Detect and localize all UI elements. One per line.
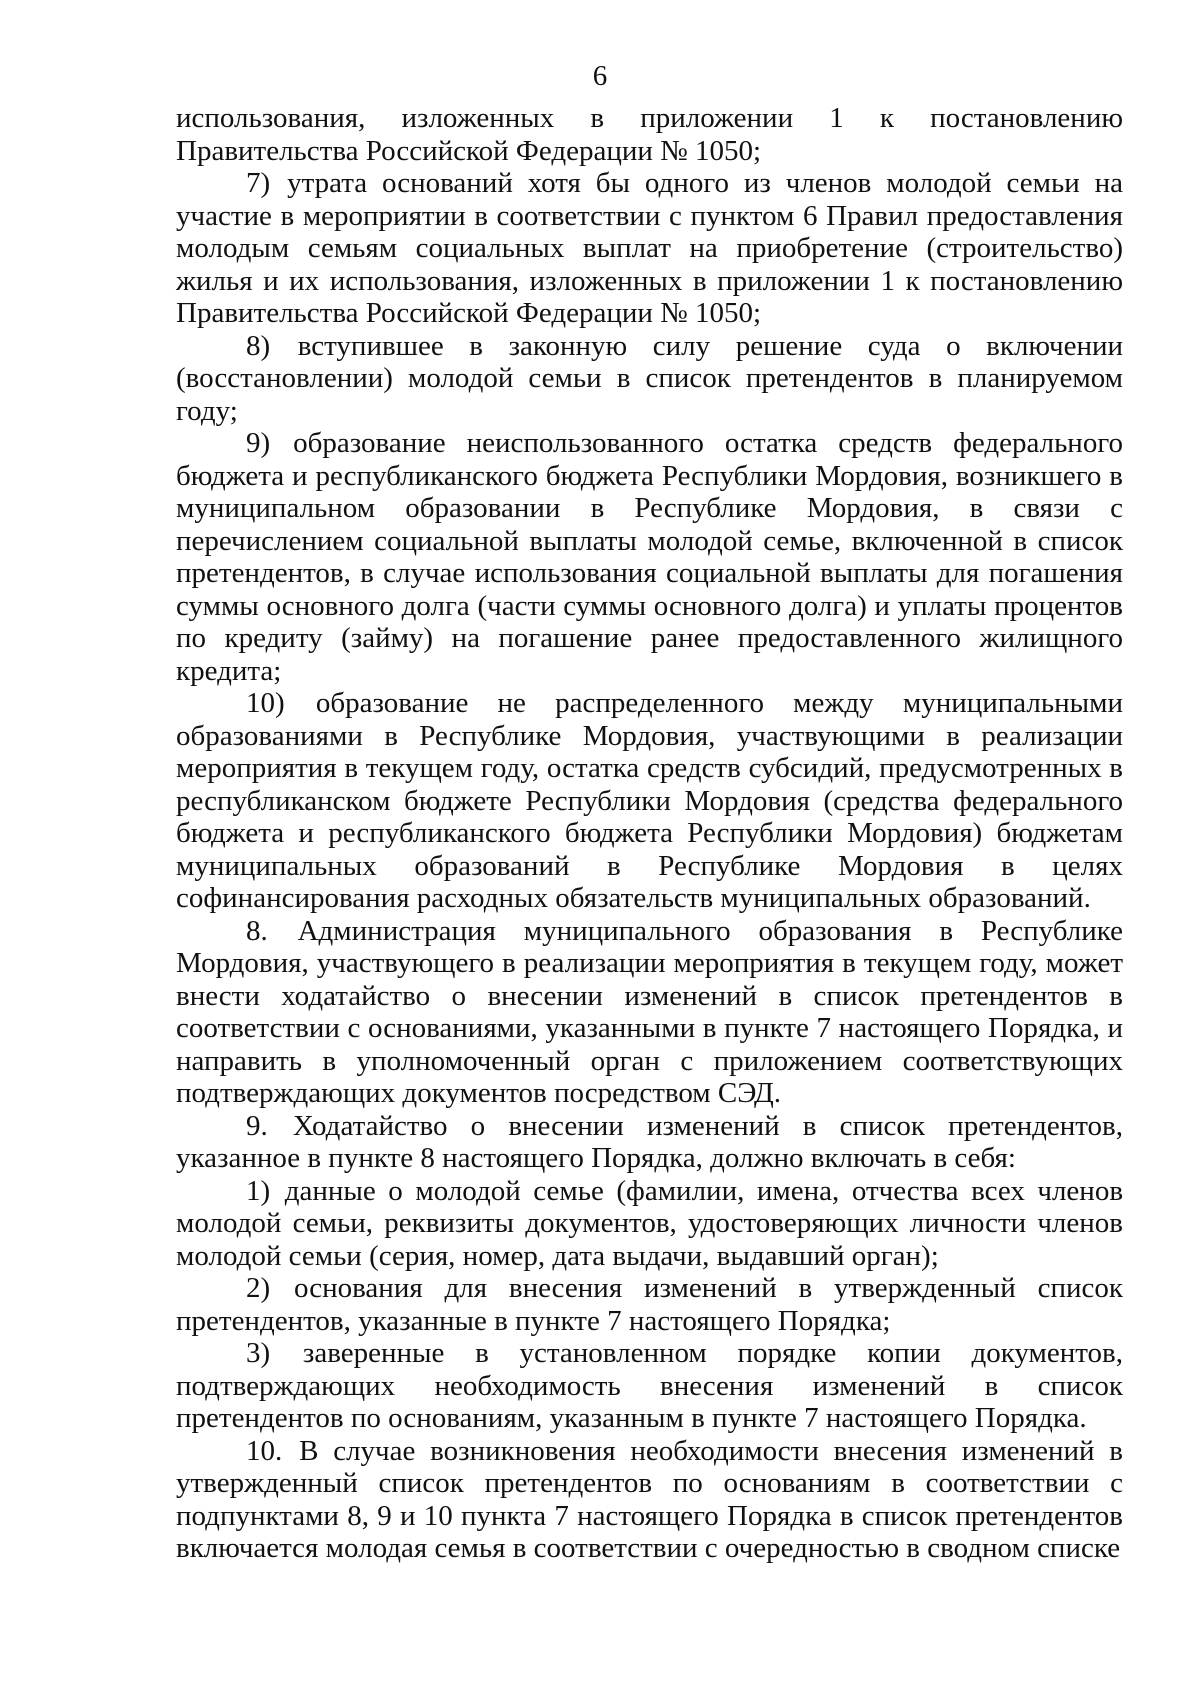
item-number: 3) [246, 1337, 271, 1369]
item-number: 7) [246, 167, 271, 199]
paragraph-text: вступившее в законную силу решение суда о включении (восстановлении) молодой семьи в список претендентов в планируемом году; [176, 329, 1123, 427]
item-number: 9) [246, 427, 271, 459]
item-number: 10) [246, 687, 285, 719]
item-number: 2) [246, 1272, 271, 1304]
subitem-8 [176, 330, 1123, 428]
clause-9-subitem-1 [176, 1175, 1123, 1273]
subitem-9 [176, 427, 1123, 687]
paragraph-text: образование неиспользованного остатка средств федерального бюджета и республиканского бюджета Республики Мордовия, возникшего в муниципальном образовании в Республике Мордовия, в связи с перечислением социальной выплаты молодой семье, включенной в список претендентов, в случае использования социальной выплаты для погашения суммы основного долга (части суммы основного долга) и уплаты процентов по кредиту (займу) на погашение ранее предоставленного жилищного кредита; [176, 427, 1124, 687]
clause-9-subitem-2 [176, 1272, 1123, 1337]
clause-9 [176, 1110, 1123, 1175]
subitem-10 [176, 687, 1123, 915]
paragraph-text: данные о молодой семье (фамилии, имена, отчества всех членов молодой семьи, реквизиты документов, удостоверяющих личности членов молодой семьи (серия, номер, дата выдачи, выдавший орган); [176, 1174, 1124, 1272]
item-number: 1) [246, 1174, 271, 1207]
subitem-7 [176, 167, 1123, 330]
page-number: 6 [592, 60, 608, 92]
item-number: 8) [246, 329, 271, 362]
clause-8 [176, 915, 1123, 1110]
clause-10 [176, 1435, 1123, 1565]
document-body [176, 102, 1123, 1565]
paragraph-text: основания для внесения изменений в утвержденный список претендентов, указанные в пункте 7 настоящего Порядка; [176, 1272, 1123, 1337]
paragraph-continuation [176, 102, 1123, 167]
paragraph-text: заверенные в установленном порядке копии документов, подтверждающих необходимость внесения изменений в список претендентов по основаниям, указанным в пункте 7 настоящего Порядка. [176, 1337, 1123, 1434]
paragraph-text: Администрация муниципального образования в Республике Мордовия, участвующего в реализации мероприятия в текущем году, может внести ходатайство о внесении изменений в список претендентов в соответствии с основаниями, указанными в пункте 7 настоящего Порядка, и направить в уполномоченный орган с приложением соответствующих подтверждающих документов посредством СЭД. [176, 914, 1124, 1109]
paragraph-text: Ходатайство о внесении изменений в список претендентов, указанное в пункте 8 настоящего Порядка, должно включать в себя: [176, 1109, 1124, 1174]
paragraph-text: использования, изложенных в приложении 1 к постановлению Правительства Российской Федерации № 1050; [176, 102, 1123, 167]
item-number: 8. [246, 914, 268, 947]
paragraph-text: утрата оснований хотя бы одного из членов молодой семьи на участие в мероприятии в соответствии с пунктом 6 Правил предоставления молодым семьям социальных выплат на приобретение (строительство) жилья и их использования, изложенных в приложении 1 к постановлению Правительства Российской Федерации № 1050; [176, 167, 1123, 329]
paragraph-text: образование не распределенного между муниципальными образованиями в Республике Мордовия, участвующими в реализации мероприятия в текущем году, остатка средств субсидий, предусмотренных в республиканском бюджете Республики Мордовия (средства федерального бюджета и республиканского бюджета Республики Мордовия) бюджетам муниципальных образований в Республике Мордовия в целях софинансирования расходных обязательств муниципальных образований. [176, 687, 1123, 914]
item-number: 9. [246, 1109, 268, 1142]
clause-9-subitem-3 [176, 1337, 1123, 1435]
paragraph-text: В случае возникновения необходимости внесения изменений в утвержденный список претендентов по основаниям в соответствии с подпунктами 8, 9 и 10 пункта 7 настоящего Порядка в список претендентов включается молодая семья в соответствии с очередностью в сводном списке [176, 1434, 1123, 1564]
item-number: 10. [246, 1434, 283, 1467]
